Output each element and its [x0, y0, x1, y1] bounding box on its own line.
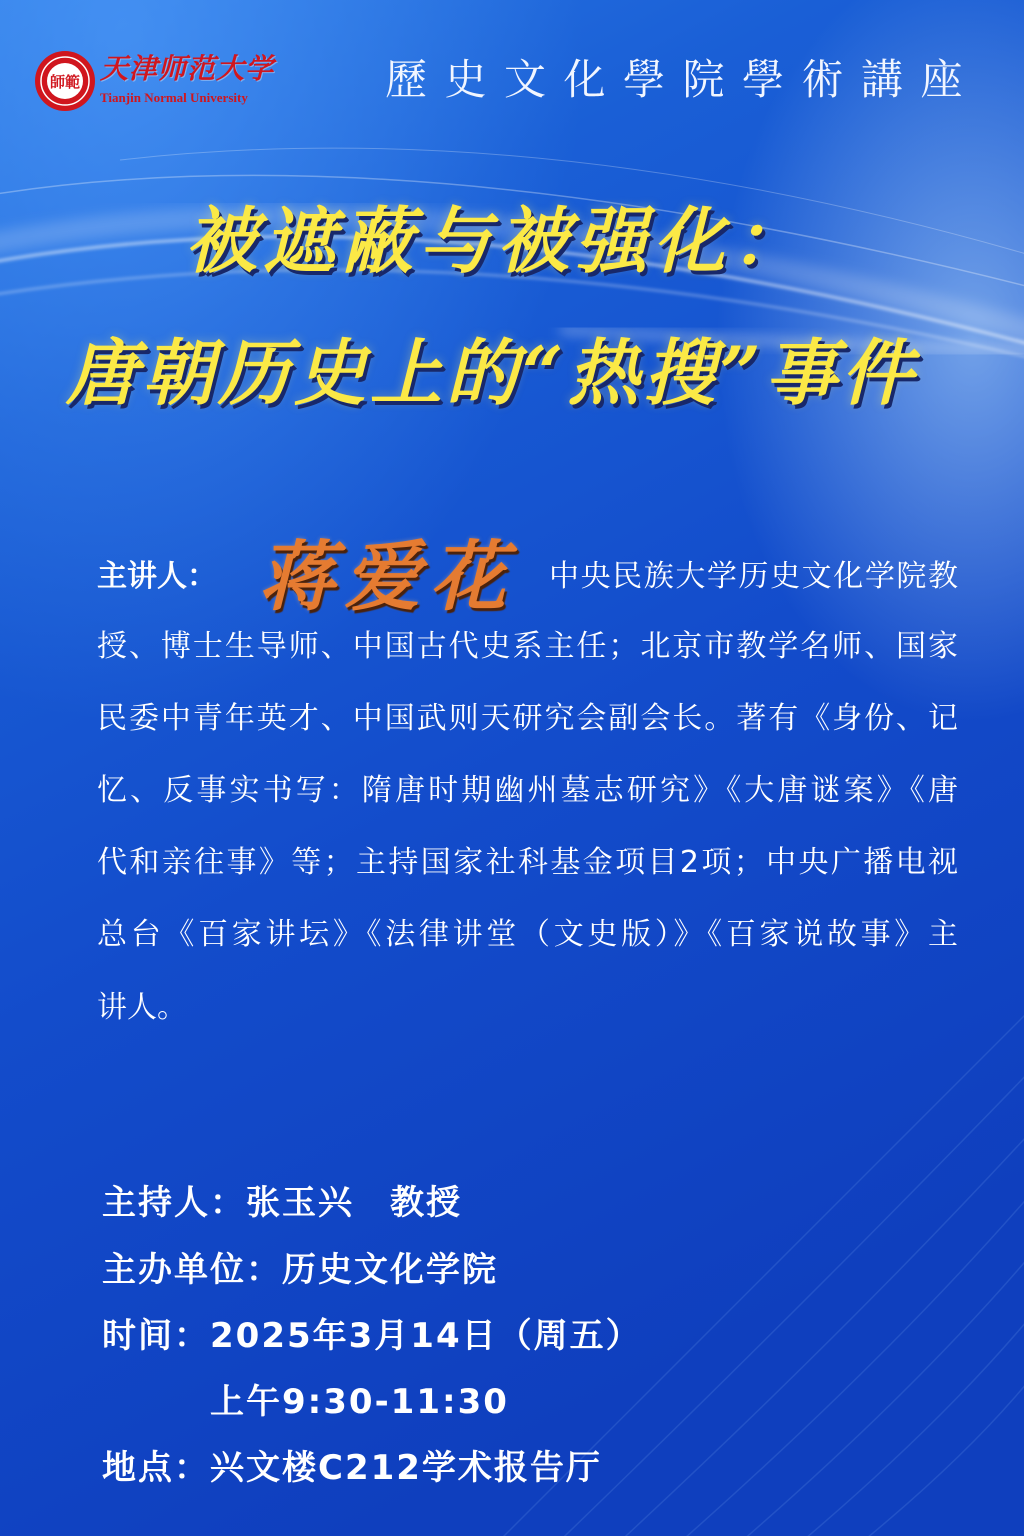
organizer-info	[102, 1248, 498, 1292]
university-name-en: Tianjin Normal University	[100, 90, 248, 105]
lecture-title-line-2: 唐朝历史上的“热搜”事件	[66, 330, 917, 415]
time-hours: 上午9:30-11:30	[210, 1382, 509, 1422]
lecture-title-line-1: 被遮蔽与被强化：	[185, 198, 810, 283]
host-label: 主持人：	[102, 1183, 246, 1223]
time-label: 时间：	[102, 1316, 210, 1356]
venue-label: 地点：	[102, 1448, 210, 1488]
speaker-label: 主讲人：	[97, 559, 217, 594]
venue-value: 兴文楼C212学术报告厅	[210, 1448, 602, 1488]
host-info	[102, 1181, 462, 1225]
speaker-bio-line: 忆、反事实书写：隋唐时期幽州墓志研究》《大唐谜案》《唐	[97, 773, 958, 808]
lecture-series-title: 歷史文化學院學術講座	[385, 55, 981, 104]
venue-info	[102, 1446, 602, 1490]
speaker-bio-line: 民委中青年英才、中国武则天研究会副会长。著有《身份、记	[97, 701, 958, 736]
host-title: 教授	[390, 1183, 462, 1223]
time-info	[102, 1314, 642, 1358]
speaker-bio-line: 总台《百家讲坛》《法律讲堂（文史版）》《百家说故事》主	[97, 917, 958, 952]
speaker-bio-line: 中央民族大学历史文化学院教	[549, 559, 958, 594]
speaker-bio-line: 讲人。	[97, 990, 187, 1025]
svg-text:師範: 師範	[49, 73, 81, 91]
host-name: 张玉兴	[246, 1183, 354, 1223]
speaker-bio-line: 授、博士生导师、中国古代史系主任；北京市教学名师、国家	[97, 629, 958, 664]
organizer-value: 历史文化学院	[282, 1250, 498, 1290]
university-logo	[34, 50, 294, 112]
speaker-bio-line: 代和亲往事》等；主持国家社科基金项目2项；中央广播电视	[97, 845, 958, 880]
speaker-name: 蒋爱花	[258, 532, 516, 621]
organizer-label: 主办单位：	[102, 1250, 282, 1290]
time-date: 2025年3月14日（周五）	[210, 1316, 642, 1356]
university-name-cn: 天津师范大学	[100, 52, 275, 85]
university-seal-icon	[34, 50, 96, 112]
